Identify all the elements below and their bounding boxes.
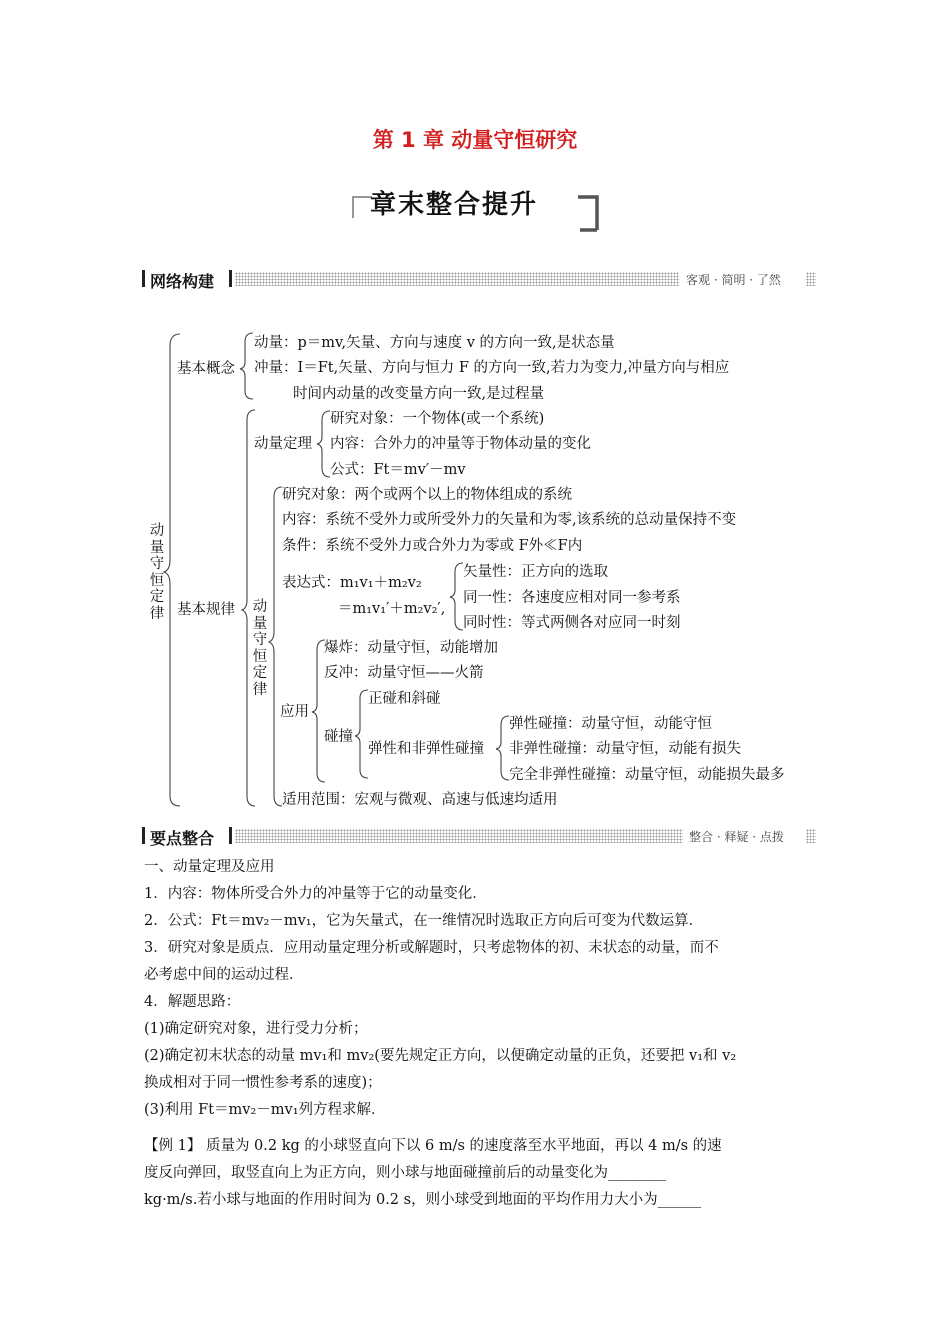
badge-title: 章末整合提升	[370, 190, 539, 220]
keypoints-title: 要点整合	[150, 829, 215, 848]
theorem-formula: 公式：Ft＝mv′－mv	[330, 462, 466, 478]
example-1-line-1: 【例 1】 质量为 0.2 kg 的小球竖直向下以 6 m/s 的速度落至水平地面，再以 4 m/s 的速	[144, 1138, 722, 1154]
elastic-inelastic-label: 弹性和非弹性碰撞	[368, 741, 484, 757]
explosion-item: 爆炸：动量守恒，动能增加	[324, 640, 498, 656]
conservation-object: 研究对象：两个或两个以上的物体组成的系统	[282, 487, 572, 503]
application-label: 应用	[280, 704, 309, 720]
step-2: (2)确定初末状态的动量 mv₁和 mv₂(要先规定正方向，以便确定动量的正负，还要把 v₁和 v₂	[144, 1048, 737, 1064]
theorem-object: 研究对象：一个物体(或一个系统)	[330, 411, 545, 427]
paragraph-formula: 2．公式：Ft＝mv₂－mv₁，它为矢量式，在一维情况时选取正方向后可变为代数运算．	[144, 913, 704, 929]
same-frame-property: 同一性：各速度应相对同一参考系	[463, 590, 681, 606]
keypoints-subtitle: 整合 · 释疑 · 点拨	[689, 830, 784, 844]
paragraph-content: 1．内容：物体所受合外力的冲量等于它的动量变化．	[144, 886, 487, 902]
example-1-line-3: kg·m/s.若小球与地面的作用时间为 0.2 s，则小球受到地面的平均作用力大小为______	[144, 1192, 702, 1208]
conservation-condition: 条件：系统不受外力或合外力为零或 F外≪F内	[282, 538, 583, 554]
paragraph-object: 3．研究对象是质点．应用动量定理分析或解题时，只考虑物体的初、末状态的动量，而不	[144, 940, 719, 956]
conservation-label: 动量守恒定律	[252, 599, 268, 698]
keypoints-section-header	[142, 826, 814, 846]
impulse-definition-cont: 时间内动量的改变量方向一致,是过程量	[293, 386, 545, 402]
impulse-definition: 冲量：I＝Ft,矢量、方向与恒力 F 的方向一致,若力为变力,冲量方向与相应	[254, 360, 730, 376]
dotted-rule	[806, 829, 816, 843]
network-subtitle: 客观 · 简明 · 了然	[686, 273, 781, 287]
paragraph-object-cont: 必考虑中间的运动过程．	[144, 967, 304, 983]
central-oblique-collision: 正碰和斜碰	[368, 691, 441, 707]
example-1-line-2: 度反向弹回，取竖直向上为正方向，则小球与地面碰撞前后的动量变化为________	[144, 1165, 666, 1181]
vector-property: 矢量性：正方向的选取	[463, 564, 608, 580]
section-bar-icon	[142, 827, 145, 844]
chapter-title: 第 1 章 动量守恒研究	[372, 128, 578, 152]
step-3: (3)利用 Ft＝mv₂－mv₁列方程求解．	[144, 1102, 386, 1118]
expression-line-2: ＝m₁v₁′＋m₂v₂′,	[338, 601, 446, 617]
recoil-item: 反冲：动量守恒——火箭	[324, 665, 484, 681]
momentum-definition: 动量：p＝mv,矢量、方向与速度 v 的方向一致,是状态量	[254, 335, 615, 351]
expression-line-1: 表达式：m₁v₁＋m₂v₂	[282, 575, 422, 591]
paragraph-approach: 4．解题思路：	[144, 994, 241, 1010]
mindmap-root: 动量守恒定律	[149, 523, 165, 622]
collision-label: 碰撞	[324, 729, 353, 745]
network-title: 网络构建	[150, 272, 215, 291]
simultaneity-property: 同时性：等式两侧各对应同一时刻	[463, 615, 681, 631]
theorem-content: 内容：合外力的冲量等于物体动量的变化	[330, 436, 591, 452]
section-bar-icon	[229, 827, 232, 844]
theorem-label: 动量定理	[254, 436, 312, 452]
conservation-content: 内容：系统不受外力或所受外力的矢量和为零,该系统的总动量保持不变	[282, 512, 737, 528]
dotted-rule	[235, 829, 683, 843]
section-heading: 一、动量定理及应用	[144, 859, 275, 875]
laws-label: 基本规律	[177, 602, 235, 618]
elastic-collision: 弹性碰撞：动量守恒，动能守恒	[509, 716, 712, 732]
step-1: (1)确定研究对象，进行受力分析；	[144, 1021, 368, 1037]
inelastic-collision: 非弹性碰撞：动量守恒，动能有损失	[509, 741, 741, 757]
perfectly-inelastic-collision: 完全非弹性碰撞：动量守恒，动能损失最多	[509, 767, 785, 783]
concepts-label: 基本概念	[177, 361, 235, 377]
applicability-scope: 适用范围：宏观与微观、高速与低速均适用	[282, 792, 558, 808]
step-2-cont: 换成相对于同一惯性参考系的速度)；	[144, 1075, 382, 1091]
